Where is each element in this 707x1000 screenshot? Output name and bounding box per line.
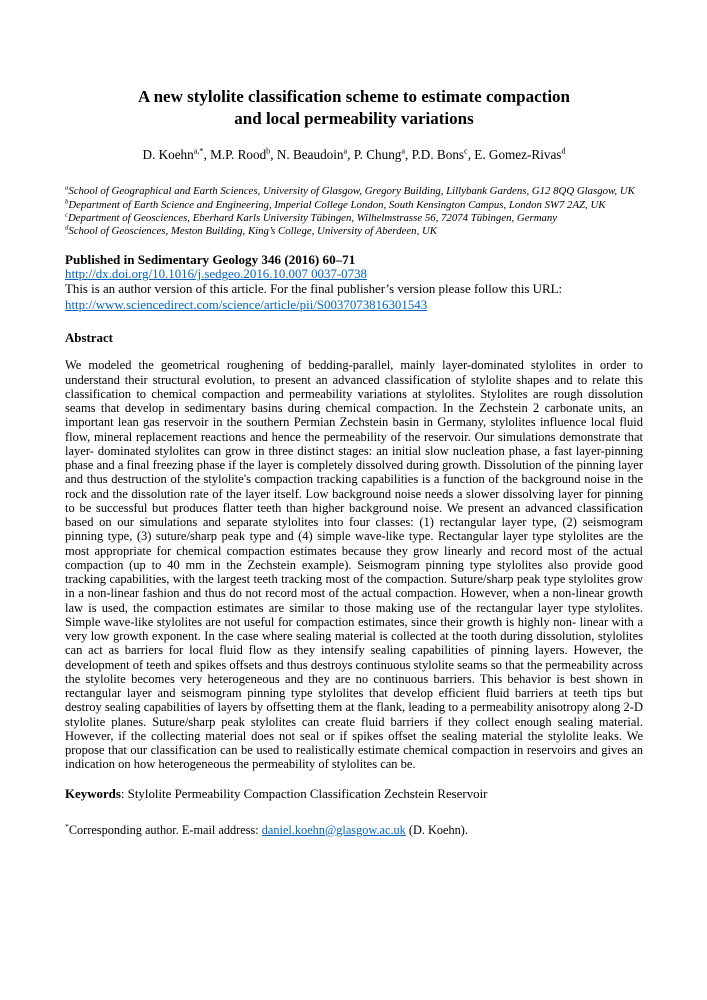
- keywords-text: : Stylolite Permeability Compaction Classification Zechstein Reservoir: [120, 786, 488, 801]
- author-1: [142, 147, 210, 162]
- affiliation-text: School of Geographical and Earth Sciences, University of Glasgow, Gregory Building, Lillybank Gardens, G12 8QQ Glasgow, UK: [68, 185, 635, 198]
- affiliations-block: [65, 185, 643, 238]
- affiliation-marker: b: [65, 197, 69, 205]
- affiliation-text: School of Geosciences, Meston Building, King’s College, University of Aberdeen, UK: [68, 224, 437, 237]
- author-name: P. Chung: [353, 147, 402, 163]
- author-separator: ,: [467, 147, 475, 163]
- author-separator: ,: [270, 147, 277, 163]
- author-name: E. Gomez-Rivas: [474, 147, 562, 163]
- doi-line: [65, 267, 643, 282]
- author-3: [277, 147, 354, 162]
- author-affiliation-marker: a: [401, 146, 406, 156]
- author-affiliation-marker: a: [343, 146, 348, 156]
- footnote-text-before-email: Corresponding author. E-mail address:: [68, 822, 262, 837]
- author-version-note: This is an author version of this article. For the final publisher’s version please follow this URL:: [65, 282, 563, 297]
- author-separator: ,: [203, 147, 211, 163]
- author-4: [354, 147, 412, 162]
- keywords-label: Keywords: [65, 786, 121, 801]
- authors-line: [65, 147, 643, 162]
- abstract-body: We modeled the geometrical roughening of bedding-parallel, mainly layer-dominated stylolites in order to understand their structural evolution, to present an advanced classification of stylolite shapes and to relate this classification to chemical compaction and permeability variations at stylolites. Stylolites are rough dissolution seams that develop in sedimentary basins during chemical compaction. In the Zechstein 2 carbonate units, an important lean gas reservoir in the southern Permian Zechstein basin in Germany, stylolites influence local fluid flow, mineral replacement reactions and hence the permeability of the reservoir. Our simulations demonstrate that layer- dominated stylolites can grow in three distinct stages: an initial slow nucleation phase, a fast layer-pinning phase and a final freezing phase if the layer is completely dissolved during growth. Dissolution of the pinning layer and thus destruction of the stylolite's compaction tracking capabilities is a function of the background noise in the rock and the dissolution rate of the layer itself. Low background noise needs a slower dissolving layer for pinning to be successful but produces flatter teeth than higher background noise. We present an advanced classification based on our simulations and separate stylolites into four classes: (1) rectangular layer type, (2) seismogram pinning type, (3) suture/sharp peak type and (4) simple wave-like type. Rectangular layer type stylolites are the most appropriate for chemical compaction estimates because they grow linearly and record most of the actual compaction (up to 40 mm in the Zechstein example). Seismogram pinning type stylolites also provide good tracking capabilities, with the largest teeth tracking most of the compaction. Suture/sharp peak type stylolites grow in a non-linear fashion and thus do not record most of the actual compaction. However, when a non-linear growth law is used, the compaction estimates are similar to those making use of the rectangular layer type stylolites. Simple wave-like stylolites are not useful for compaction estimates, since their growth is highly non- linear with a very low growth exponent. In the case where sealing material is collected at the tooth during dissolution, stylolites can act as barriers for local fluid flow as they intensify sealing capabilities of pinning layers. However, the development of teeth and spikes offsets and thus destroys continuous stylolite seams so that the permeability across the stylolite becomes very heterogeneous and they are no continuous barriers. This behavior is best shown in rectangular layer and seismogram pinning type stylolites that develop efficient fluid barriers at teeth tips but destroy sealing capabilities of layers by offsetting them at the flank, leading to a permeability anisotropy along 2-D stylolite planes. Suture/sharp peak stylolites can create fluid barriers if they collect enough sealing material. However, if the collecting material does not seal or if spikes offset the sealing material the stylolite leaks. We propose that our classification can be used to realistically estimate chemical compaction in reservoirs and gives an indication on how heterogeneous the permeability of stylolites can be.: [65, 358, 643, 772]
- published-in-line: Published in Sedimentary Geology 346 (2016) 60–71: [65, 252, 356, 268]
- author-affiliation-marker: b: [266, 146, 271, 156]
- paper-title: [65, 86, 643, 130]
- author-6: [474, 147, 565, 162]
- affiliation-c: [65, 212, 643, 225]
- author-affiliation-marker: a,*: [193, 146, 204, 156]
- publication-block: [65, 252, 643, 313]
- affiliation-text: Department of Earth Science and Engineering, Imperial College London, South Kensington Campus, London SW7 2AZ, UK: [68, 198, 606, 211]
- title-line-2: and local permeability variations: [234, 109, 474, 129]
- affiliation-marker: d: [65, 224, 69, 232]
- publisher-link[interactable]: http://www.sciencedirect.com/science/article/pii/S0037073816301543: [65, 297, 428, 312]
- footnote-marker: *: [65, 821, 69, 831]
- author-name: N. Beaudoin: [276, 147, 344, 163]
- keywords-line: [65, 787, 643, 802]
- doi-link[interactable]: http://dx.doi.org/10.1016/j.sedgeo.2016.10.007 0037-0738: [65, 267, 367, 282]
- affiliation-b: [65, 199, 643, 212]
- author-separator: ,: [405, 147, 412, 163]
- author-name: M.P. Rood: [210, 147, 267, 163]
- affiliation-marker: c: [65, 211, 68, 219]
- title-line-1: A new stylolite classification scheme to estimate compaction: [138, 87, 570, 106]
- affiliation-d: [65, 225, 643, 238]
- author-name: P.D. Bons: [411, 147, 465, 163]
- abstract-heading: Abstract: [65, 330, 113, 345]
- publisher-url-line: [65, 298, 643, 313]
- author-2: [210, 147, 277, 162]
- footnote-text-after-email: (D. Koehn).: [405, 822, 468, 837]
- affiliation-marker: a: [65, 184, 69, 192]
- affiliation-a: [65, 185, 643, 198]
- author-affiliation-marker: d: [561, 146, 566, 156]
- author-separator: ,: [347, 147, 354, 163]
- corresponding-author-footnote: [65, 823, 643, 837]
- email-link[interactable]: daniel.koehn@glasgow.ac.uk: [261, 822, 406, 837]
- affiliation-text: Department of Geosciences, Eberhard Karls University Tübingen, Wilhelmstrasse 56, 72074 Tübingen, Germany: [67, 211, 558, 224]
- author-name: D. Koehn: [142, 147, 194, 163]
- author-affiliation-marker: c: [464, 146, 468, 156]
- author-5: [412, 147, 475, 162]
